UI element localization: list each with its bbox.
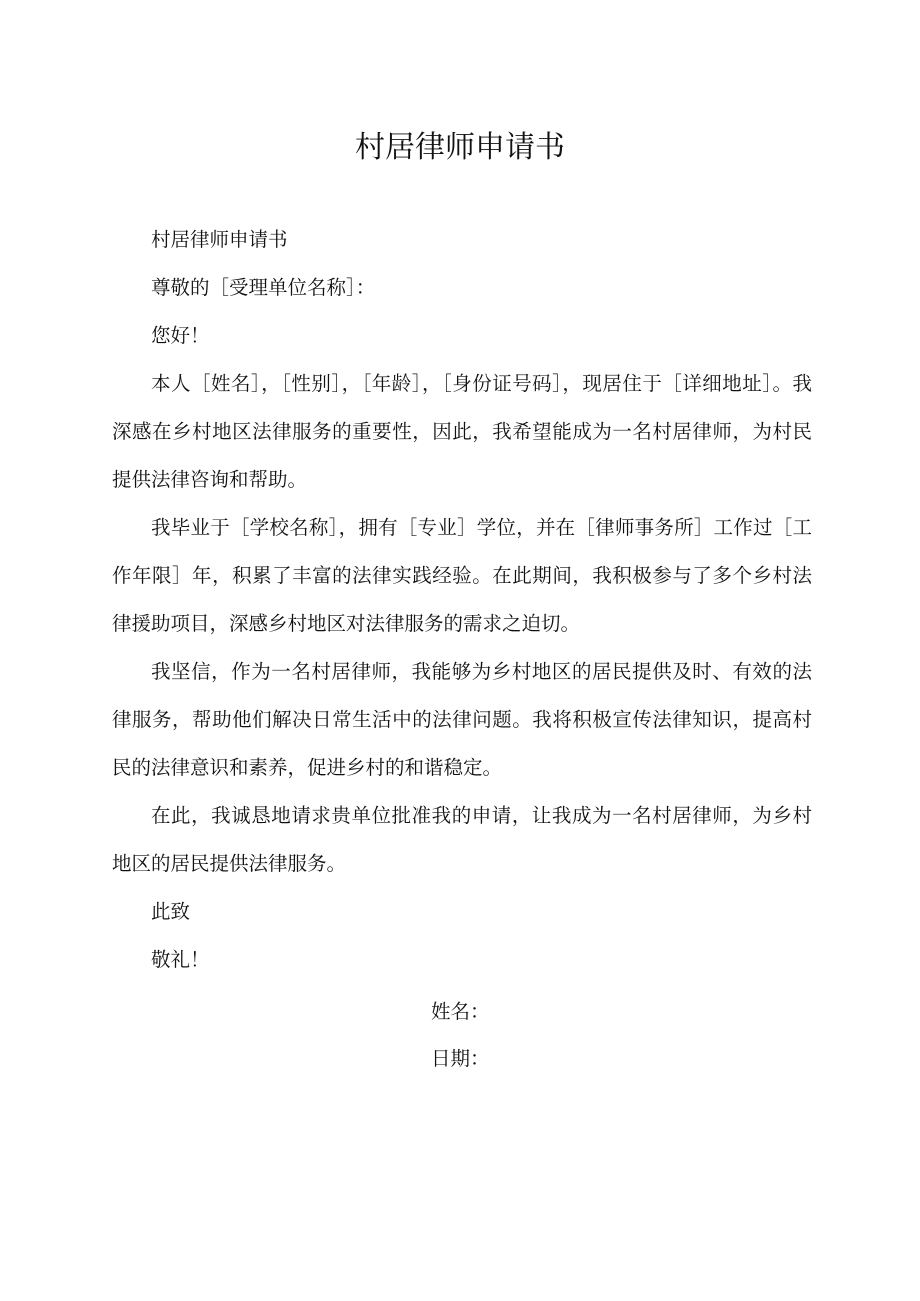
closing-line: 此致 [151, 900, 191, 923]
signature-name-label: 姓名： [431, 1000, 490, 1023]
signature-date-label: 日期： [431, 1047, 490, 1070]
paragraph-introduction: 本人［姓名］，［性别］，［年龄］，［身份证号码］，现居住于［详细地址］。我深感在乡村地区法律服务的重要性，因此，我希望能成为一名村居律师，为村民提供法律咨询和帮助。 [112, 372, 812, 491]
body-heading: 村居律师申请书 [151, 228, 288, 251]
paragraph-request: 在此，我诚恳地请求贵单位批准我的申请，让我成为一名村居律师，为乡村地区的居民提供法律服务。 [112, 804, 812, 875]
paragraph-commitment: 我坚信，作为一名村居律师，我能够为乡村地区的居民提供及时、有效的法律服务，帮助他们解决日常生活中的法律问题。我将积极宣传法律知识，提高村民的法律意识和素养，促进乡村的和谐稳定。 [112, 660, 812, 779]
paragraph-background: 我毕业于［学校名称］，拥有［专业］学位，并在［律师事务所］工作过［工作年限］年，积累了丰富的法律实践经验。在此期间，我积极参与了多个乡村法律援助项目，深感乡村地区对法律服务的需求之迫切。 [112, 516, 812, 635]
salutation: 尊敬的［受理单位名称］： [151, 276, 376, 299]
greeting: 您好！ [151, 324, 210, 347]
document-body [112, 216, 812, 984]
document-title: 村居律师申请书 [355, 130, 565, 165]
closing-regards: 敬礼！ [151, 948, 210, 971]
